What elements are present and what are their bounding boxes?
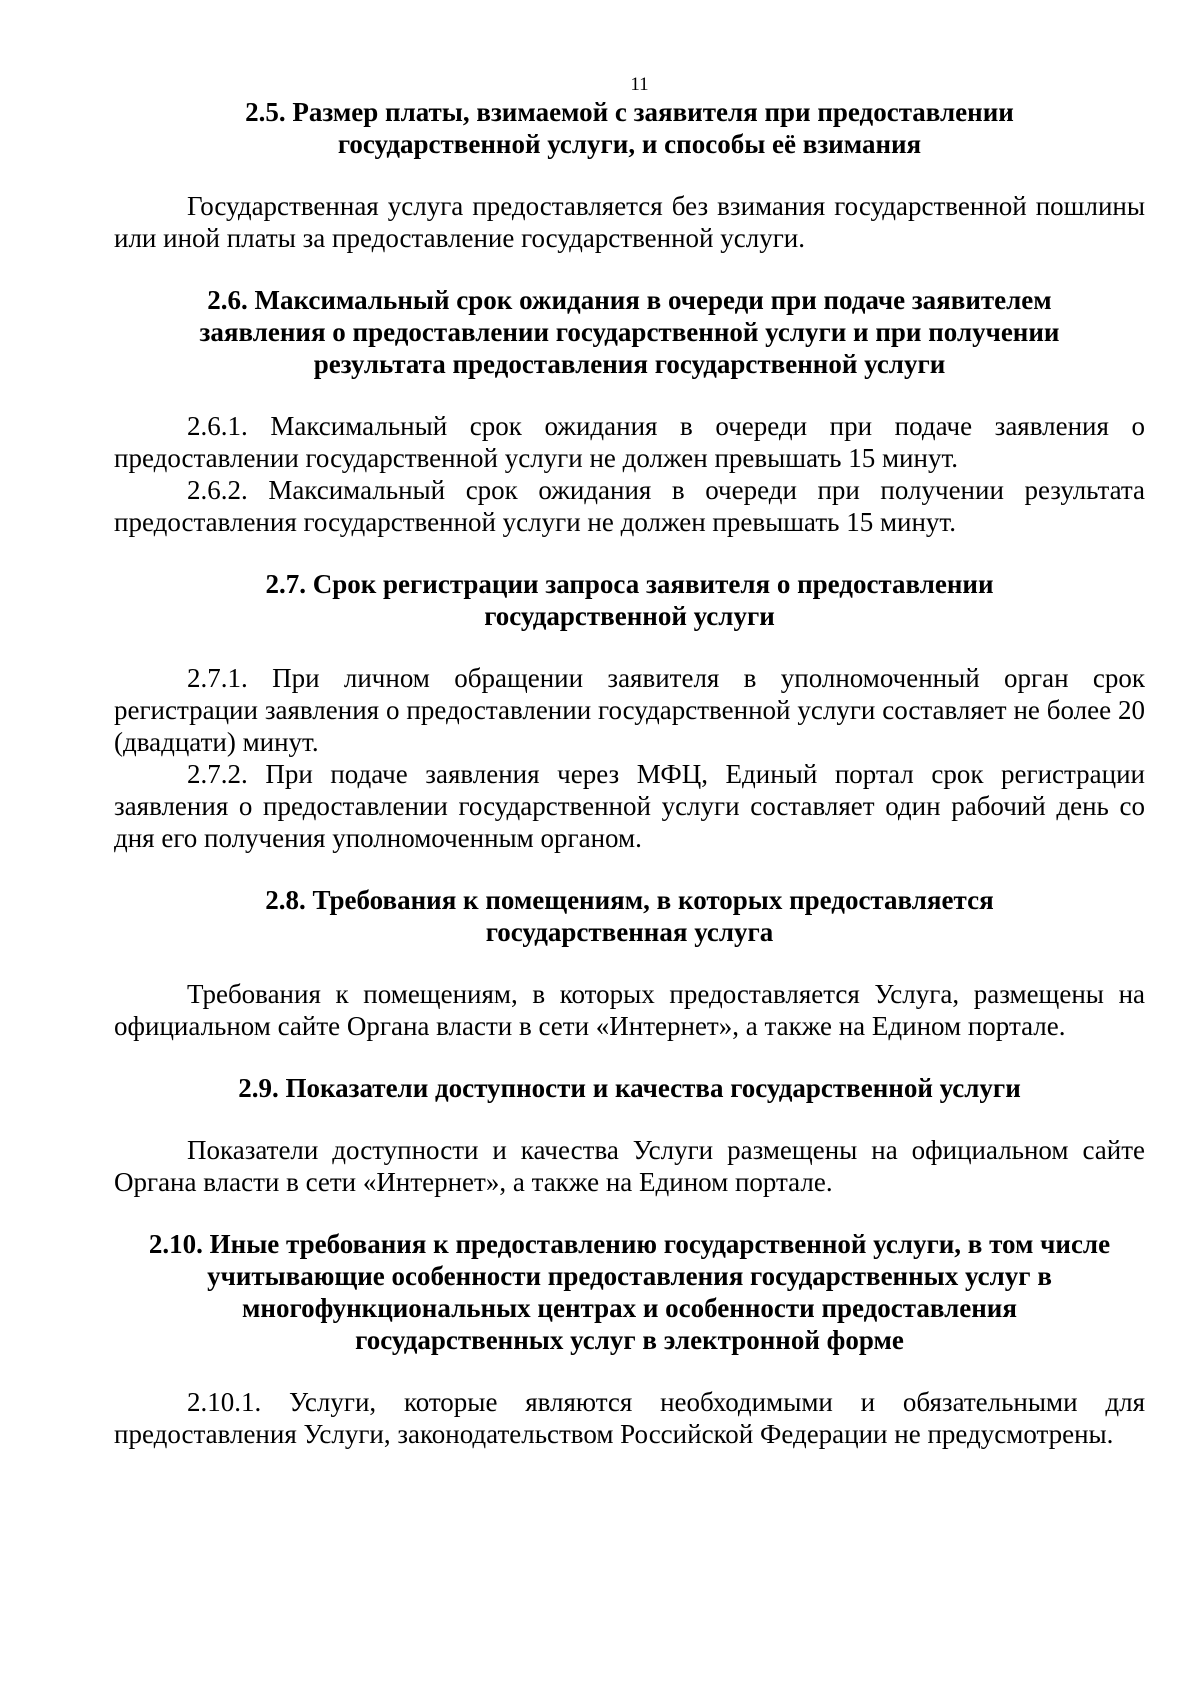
paragraph: 2.7.2. При подаче заявления через МФЦ, Единый портал срок регистрации заявления о предоставлении государственной услуги составляет один рабочий день со дня его получения уполномоченным органом. [114, 759, 1145, 853]
heading-line: государственной услуги [484, 601, 775, 631]
paragraph: 2.10.1. Услуги, которые являются необходимыми и обязательными для предоставления Услуги, законодательством Российской Федерации не предусмотрены. [114, 1387, 1145, 1449]
heading-line: государственных услуг в электронной форме [355, 1325, 904, 1355]
section-heading-2-10 [114, 1228, 1145, 1356]
paragraph: Показатели доступности и качества Услуги размещены на официальном сайте Органа власти в сети «Интернет», а также на Едином портале. [114, 1135, 1145, 1197]
paragraph: 2.7.1. При личном обращении заявителя в уполномоченный орган срок регистрации заявления о предоставлении государственной услуги составляет не более 20 (двадцати) минут. [114, 663, 1145, 757]
heading-line: государственной услуги, и способы её взимания [337, 129, 922, 159]
heading-line: заявления о предоставлении государственной услуги и при получении [199, 317, 1060, 347]
paragraph: Государственная услуга предоставляется без взимания государственной пошлины или иной платы за предоставление государственной услуги. [114, 191, 1145, 253]
paragraph: 2.6.1. Максимальный срок ожидания в очереди при подаче заявления о предоставлении государственной услуги не должен превышать 15 минут. [114, 411, 1145, 473]
page-number: 11 [630, 74, 649, 95]
paragraph: Требования к помещениям, в которых предоставляется Услуга, размещены на официальном сайте Органа власти в сети «Интернет», а также на Едином портале. [114, 979, 1145, 1041]
heading-line: 2.7. Срок регистрации запроса заявителя о предоставлении [265, 569, 994, 599]
heading-line: 2.5. Размер платы, взимаемой с заявителя при предоставлении [245, 97, 1014, 127]
section-heading-2-7 [114, 568, 1145, 632]
heading-line: 2.6. Максимальный срок ожидания в очереди при подаче заявителем [207, 285, 1052, 315]
section-heading-2-9 [114, 1072, 1145, 1104]
heading-line: многофункциональных центрах и особенности предоставления [242, 1293, 1017, 1323]
section-heading-2-6 [114, 284, 1145, 380]
heading-line: 2.10. Иные требования к предоставлению государственной услуги, в том числе [148, 1229, 1111, 1259]
heading-line: государственная услуга [485, 917, 774, 947]
section-heading-2-5 [114, 96, 1145, 160]
section-heading-2-8 [114, 884, 1145, 948]
paragraph: 2.6.2. Максимальный срок ожидания в очереди при получении результата предоставления государственной услуги не должен превышать 15 минут. [114, 475, 1145, 537]
heading-line: результата предоставления государственной услуги [313, 349, 946, 379]
heading-line: 2.8. Требования к помещениям, в которых предоставляется [265, 885, 994, 915]
heading-line: учитывающие особенности предоставления государственных услуг в [207, 1261, 1052, 1291]
heading-line: 2.9. Показатели доступности и качества государственной услуги [238, 1073, 1021, 1103]
